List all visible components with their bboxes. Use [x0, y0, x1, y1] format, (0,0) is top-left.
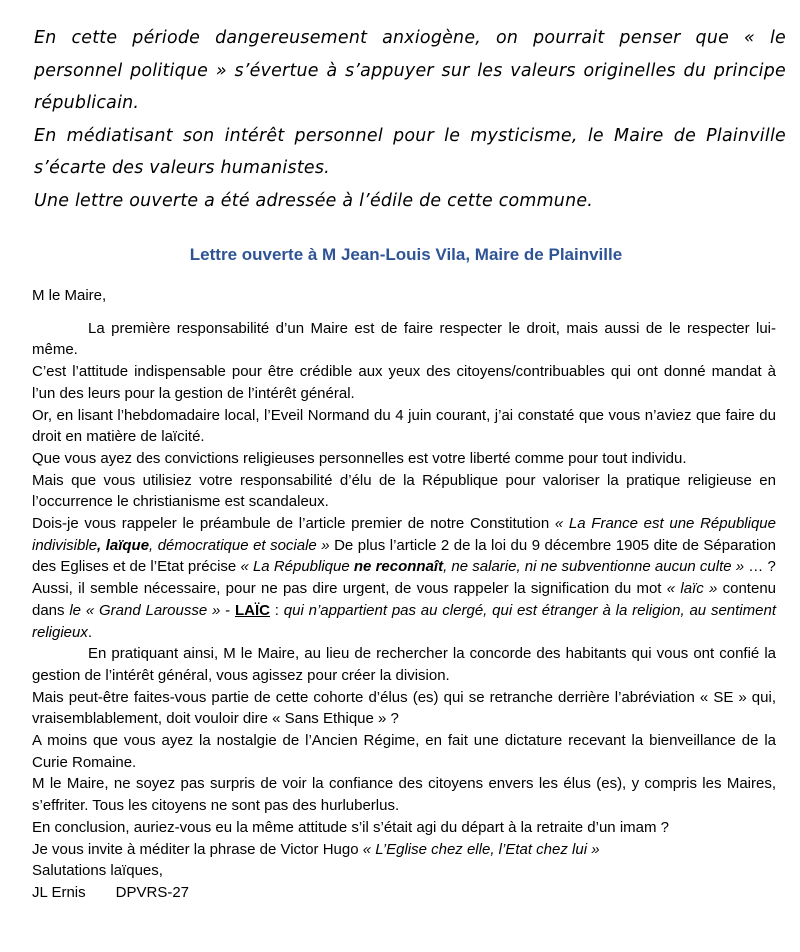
letter-signature [32, 882, 776, 904]
intro-paragraph-2: En médiatisant son intérêt personnel pour le mysticisme, le Maire de Plainville s’écarte des valeurs humanistes. [34, 125, 786, 178]
p13-hugo-quote: « L’Eglise chez elle, l’Etat chez lui » [362, 840, 600, 858]
letter-paragraph-4: Que vous ayez des convictions religieuses personnelles est votre liberté comme pour tout individu. [32, 449, 687, 467]
p6-quote-constitution-end: , démocratique et sociale » [149, 536, 330, 554]
signature-org: DPVRS-27 [115, 883, 189, 901]
p7-word-laic: LAÏC [234, 601, 270, 619]
p6-quote-laique: , laïque [97, 536, 150, 554]
letter-paragraph-12: En conclusion, auriez-vous eu la même attitude s’il s’était agi du départ à la retraite d’un imam ? [32, 818, 669, 836]
p7-definition: qui n’appartient pas au clergé, qui est étranger à la religion, au sentiment religieux [32, 601, 776, 641]
p6-text-2: De plus l’article 2 de la loi du 9 décembre 1905 dite de Séparation des Eglises et de l’Etat précise [32, 536, 776, 576]
signature-name: JL Ernis [32, 883, 86, 901]
letter-salutation: M le Maire, [32, 287, 107, 304]
p6-quote-constitution: « La France est une République indivisible [32, 515, 776, 554]
letter-paragraph-11: M le Maire, ne soyez pas surpris de voir la confiance des citoyens envers les élus (es), y compris les Maires, s’effriter. Tous les citoyens ne sont pas des hurluberlus. [32, 775, 776, 815]
letter-paragraph-9: Mais peut-être faites-vous partie de cette cohorte d’élus (es) qui se retranche derrière l’abréviation « SE » qui, vraisemblablement, doit vouloir dire « Sans Ethique » ? [32, 688, 776, 728]
p6-text-1: Dois-je vous rappeler le préambule de l’article premier de notre Constitution [32, 515, 555, 533]
p7-text-1: Aussi, il semble nécessaire, pour ne pas dire urgent, de vous rappeler la signification du mot [32, 580, 667, 598]
letter-title: Lettre ouverte à M Jean-Louis Vila, Maire de Plainville [189, 245, 623, 264]
p6-text-3: … ? [744, 558, 776, 576]
intro-paragraph-1: En cette période dangereusement anxiogène, on pourrait penser que « le personnel politique » s’évertue à s’appuyer sur les valeurs originelles du principe républicain. [34, 28, 786, 113]
p13-text: Je vous invite à méditer la phrase de Victor Hugo [32, 840, 363, 858]
p7-text-2: contenu dans [32, 580, 776, 619]
intro-block [34, 22, 786, 217]
intro-paragraph-3: Une lettre ouverte a été adressée à l’édile de cette commune. [34, 190, 594, 211]
p6-quote-law-end: , ne salarie, ni ne subventionne aucun culte » [443, 558, 745, 576]
p7-text-5: . [87, 623, 93, 641]
letter-paragraph-1: La première responsabilité d’un Maire est de faire respecter le droit, mais aussi de le respecter lui-même. [32, 319, 776, 359]
letter-paragraph-2: C’est l’attitude indispensable pour être crédible aux yeux des citoyens/contribuables qui ont donné mandat à l’un des leurs pour la gestion de l’intérêt général. [32, 363, 776, 402]
p6-quote-ne-reconnait: ne reconnaît [353, 558, 444, 576]
p7-quote-laic: « laïc » [666, 580, 718, 598]
letter-paragraph-13 [32, 839, 776, 861]
letter-paragraph-8: En pratiquant ainsi, M le Maire, au lieu de rechercher la concorde des habitants qui vous ont confié la gestion de l’intérêt général, vous agissez pour créer la division. [32, 645, 776, 684]
p7-text-3: - [220, 601, 235, 619]
letter-paragraph-3: Or, en lisant l’hebdomadaire local, l’Eveil Normand du 4 juin courant, j’ai constaté que vous n’aviez que faire du droit en matière de laïcité. [32, 406, 776, 446]
letter-closing: Salutations laïques, [32, 862, 163, 880]
letter-paragraph-5: Mais que vous utilisiez votre responsabilité d’élu de la République pour valoriser la pratique religieuse en l’occurrence le christianisme est scandaleux. [32, 471, 776, 511]
p7-quote-larousse: le « Grand Larousse » [69, 601, 221, 619]
letter-body [32, 285, 776, 904]
letter-paragraph-10: A moins que vous ayez la nostalgie de l’Ancien Régime, en fait une dictature recevant la bienveillance de la Curie Romaine. [32, 732, 776, 771]
p6-quote-law-start: « La République [240, 558, 354, 576]
letter-paragraph-6 [32, 513, 776, 578]
p7-text-4: : [269, 601, 284, 619]
letter-paragraph-7 [32, 578, 776, 643]
